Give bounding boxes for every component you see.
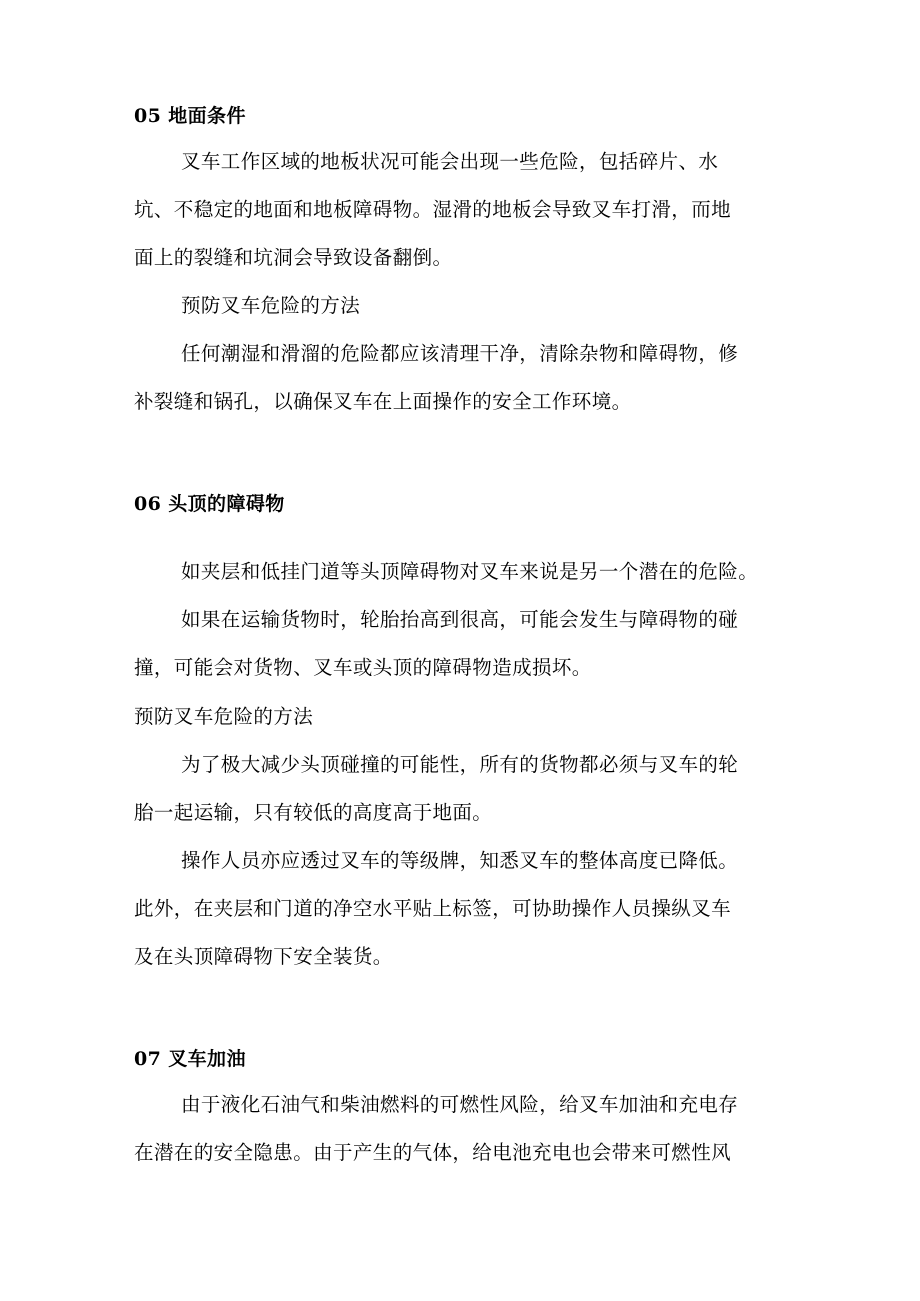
paragraph-line: 操作人员亦应透过叉车的等级牌，知悉叉车的整体高度已降低。 — [181, 849, 739, 872]
paragraph-line: 在潜在的安全隐患。由于产生的气体，给电池充电也会带来可燃性风 — [134, 1141, 732, 1164]
paragraph-line: 面上的裂缝和坑洞会导致设备翻倒。 — [134, 246, 453, 269]
paragraph-line: 此外，在夹层和门道的净空水平贴上标签，可协助操作人员操纵叉车 — [134, 897, 732, 920]
paragraph-line: 为了极大减少头顶碰撞的可能性，所有的货物都必须与叉车的轮 — [181, 753, 739, 776]
paragraph-line: 任何潮湿和滑溜的危险都应该清理干净，清除杂物和障碍物，修 — [181, 342, 739, 365]
section-heading-05: 05 地面条件 — [134, 105, 246, 127]
paragraph-line: 胎一起运输，只有较低的高度高于地面。 — [134, 801, 493, 824]
section-heading-06: 06 头顶的障碍物 — [134, 493, 285, 515]
paragraph-line: 如夹层和低挂门道等头顶障碍物对叉车来说是另一个潜在的危险。 — [181, 560, 759, 583]
paragraph-line: 撞，可能会对货物、叉车或头顶的障碍物造成损坏。 — [134, 656, 592, 679]
section-heading-07: 07 叉车加油 — [134, 1048, 246, 1070]
paragraph-line: 叉车工作区域的地板状况可能会出现一些危险，包括碎片、水 — [181, 150, 719, 173]
paragraph-line: 坑、不稳定的地面和地板障碍物。湿滑的地板会导致叉车打滑，而地 — [134, 198, 732, 221]
subheading-prevention: 预防叉车危险的方法 — [181, 294, 361, 317]
subheading-prevention: 预防叉车危险的方法 — [134, 705, 314, 728]
paragraph-line: 补裂缝和锅孔，以确保叉车在上面操作的安全工作环境。 — [134, 390, 632, 413]
paragraph-line: 如果在运输货物时，轮胎抬高到很高，可能会发生与障碍物的碰 — [181, 608, 739, 631]
paragraph-line: 及在头顶障碍物下安全装货。 — [134, 945, 393, 968]
paragraph-line: 由于液化石油气和柴油燃料的可燃性风险，给叉车加油和充电存 — [181, 1093, 739, 1116]
